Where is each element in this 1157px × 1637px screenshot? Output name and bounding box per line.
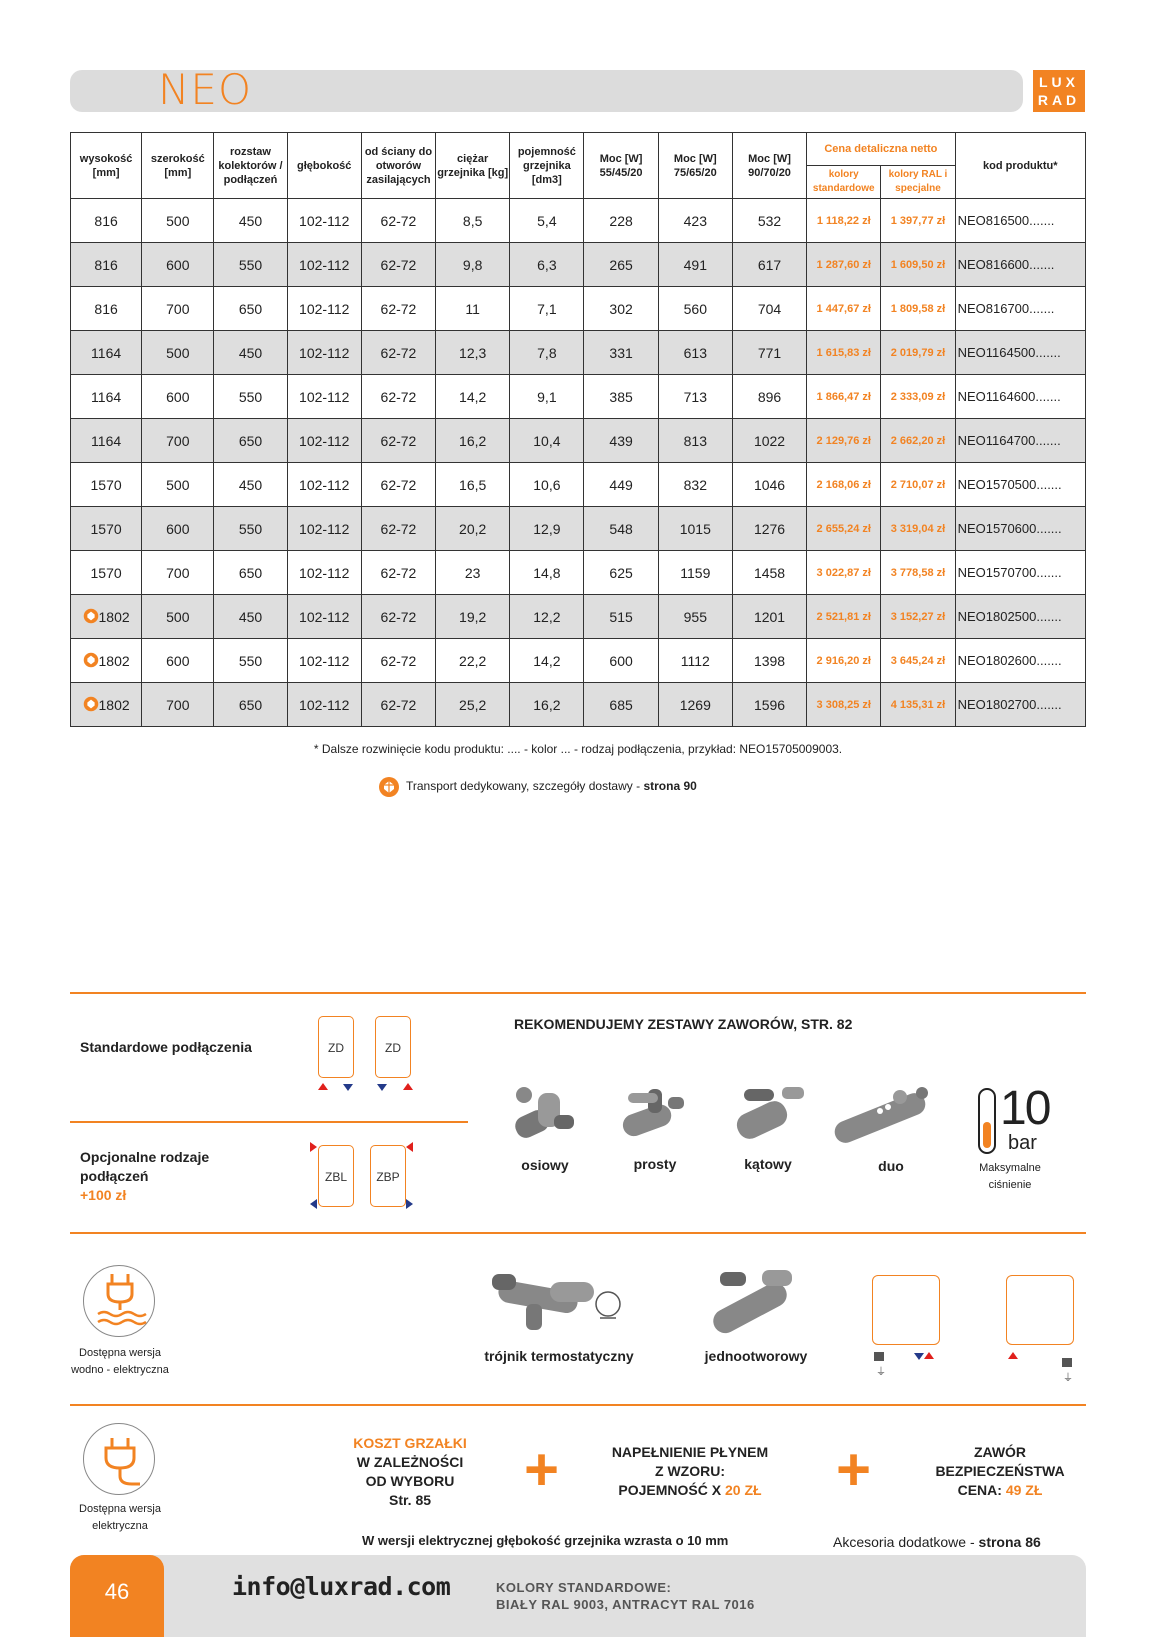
cell-c1: 1 447,67 zł bbox=[807, 287, 881, 331]
cell-d: 102-112 bbox=[287, 419, 361, 463]
table-row bbox=[71, 243, 1086, 287]
standard-connections-label: Standardowe podłączenia bbox=[80, 1039, 252, 1055]
cell-v: 14,2 bbox=[510, 639, 584, 683]
cell-f: 62-72 bbox=[361, 199, 435, 243]
cell-p2: 813 bbox=[658, 419, 732, 463]
supply-arrow-icon bbox=[310, 1142, 317, 1152]
cell-kg: 23 bbox=[436, 551, 510, 595]
table-row bbox=[71, 287, 1086, 331]
cell-v: 5,4 bbox=[510, 199, 584, 243]
col-power-1: Moc [W] 55/45/20 bbox=[584, 133, 658, 199]
valve-label-duo: duo bbox=[878, 1158, 904, 1174]
col-power-3: Moc [W] 90/70/20 bbox=[732, 133, 806, 199]
cell-p1: 625 bbox=[584, 551, 658, 595]
cell-p2: 1015 bbox=[658, 507, 732, 551]
cell-code: NEO1570600....... bbox=[955, 507, 1085, 551]
radiator-zd-1 bbox=[318, 1016, 354, 1078]
col-spacing: rozstaw kolektorów / podłączeń bbox=[214, 133, 287, 199]
heater-cost bbox=[340, 1434, 480, 1510]
cell-c1: 2 521,81 zł bbox=[807, 595, 881, 639]
table-row bbox=[71, 199, 1086, 243]
table-row bbox=[71, 463, 1086, 507]
cell-p3: 1596 bbox=[732, 683, 806, 727]
cell-code: NEO1164500....... bbox=[955, 331, 1085, 375]
supply-arrow-icon bbox=[318, 1083, 328, 1090]
electric-caption-1: Dostępna wersja bbox=[79, 1503, 161, 1515]
cell-p3: 1201 bbox=[732, 595, 806, 639]
cell-code: NEO816700....... bbox=[955, 287, 1085, 331]
radiator-zbp bbox=[370, 1145, 406, 1207]
fluid-fill-cost bbox=[590, 1443, 790, 1500]
divider bbox=[70, 1121, 468, 1123]
cell-v: 6,3 bbox=[510, 243, 584, 287]
optional-price: +100 zł bbox=[80, 1187, 127, 1203]
cell-c2: 1 609,50 zł bbox=[881, 243, 955, 287]
cell-c1: 3 308,25 zł bbox=[807, 683, 881, 727]
col-power-2: Moc [W] 75/65/20 bbox=[658, 133, 732, 199]
cell-w: 700 bbox=[142, 551, 214, 595]
cell-p3: 1046 bbox=[732, 463, 806, 507]
valve-line-1: ZAWÓR bbox=[973, 1444, 1027, 1460]
radiator-zd-2 bbox=[375, 1016, 411, 1078]
cell-c2: 2 710,07 zł bbox=[881, 463, 955, 507]
cell-code: NEO1164700....... bbox=[955, 419, 1085, 463]
cell-h: 816 bbox=[71, 199, 142, 243]
fill-price: 20 ZŁ bbox=[725, 1482, 762, 1498]
pressure-caption-1: Maksymalne bbox=[979, 1162, 1041, 1174]
cell-f: 62-72 bbox=[361, 551, 435, 595]
table-row bbox=[71, 507, 1086, 551]
cell-f: 62-72 bbox=[361, 683, 435, 727]
electric-caption-2: elektryczna bbox=[92, 1520, 148, 1532]
table-row bbox=[71, 375, 1086, 419]
cell-p3: 771 bbox=[732, 331, 806, 375]
cell-w: 500 bbox=[142, 595, 214, 639]
cell-p1: 331 bbox=[584, 331, 658, 375]
cell-kg: 25,2 bbox=[436, 683, 510, 727]
heater-cost-line-3: OD WYBORU bbox=[365, 1473, 455, 1489]
single-hole-label: jednootworowy bbox=[704, 1348, 808, 1364]
cell-c2: 3 152,27 zł bbox=[881, 595, 955, 639]
pressure-caption bbox=[966, 1160, 1054, 1194]
return-arrow-icon bbox=[914, 1353, 924, 1360]
cell-c2: 3 645,24 zł bbox=[881, 639, 955, 683]
cell-d: 102-112 bbox=[287, 551, 361, 595]
cell-p2: 1112 bbox=[658, 639, 732, 683]
cell-p1: 515 bbox=[584, 595, 658, 639]
cell-d: 102-112 bbox=[287, 507, 361, 551]
col-capacity: pojemność grzejnika [dm3] bbox=[510, 133, 584, 199]
transport-page[interactable]: strona 90 bbox=[643, 779, 697, 793]
heater-cost-line-2: W ZALEŻNOŚCI bbox=[356, 1454, 464, 1470]
cell-d: 102-112 bbox=[287, 595, 361, 639]
cell-d: 102-112 bbox=[287, 375, 361, 419]
plug-icon: ⏚ bbox=[1063, 1373, 1073, 1384]
cell-p2: 423 bbox=[658, 199, 732, 243]
cell-c2: 2 019,79 zł bbox=[881, 331, 955, 375]
zd-2-label: ZD bbox=[385, 1041, 401, 1055]
accessories-note bbox=[833, 1534, 1041, 1550]
col-price-ral: kolory RAL i specjalne bbox=[881, 166, 955, 199]
valve-line-3: CENA: bbox=[957, 1482, 1006, 1498]
cell-p1: 548 bbox=[584, 507, 658, 551]
table-body bbox=[71, 199, 1086, 727]
cell-p1: 600 bbox=[584, 639, 658, 683]
cell-s: 650 bbox=[214, 551, 287, 595]
cell-s: 450 bbox=[214, 331, 287, 375]
table-row bbox=[71, 419, 1086, 463]
thermostatic-tee-icon bbox=[490, 1270, 630, 1338]
pressure-caption-2: ciśnienie bbox=[988, 1179, 1032, 1191]
depth-note: W wersji elektrycznej głębokość grzejnika wzrasta o 10 mm bbox=[362, 1533, 729, 1548]
height-value: 1802 bbox=[98, 609, 130, 625]
transport-text: Transport dedykowany, szczegóły dostawy - bbox=[406, 779, 644, 793]
cell-h bbox=[71, 683, 142, 727]
cell-kg: 20,2 bbox=[436, 507, 510, 551]
cell-c2: 2 662,20 zł bbox=[881, 419, 955, 463]
accessories-text: Akcesoria dodatkowe - bbox=[833, 1534, 979, 1550]
cell-c1: 1 118,22 zł bbox=[807, 199, 881, 243]
cell-f: 62-72 bbox=[361, 507, 435, 551]
cell-c2: 1 397,77 zł bbox=[881, 199, 955, 243]
electric-caption bbox=[50, 1501, 190, 1535]
water-electric-icon-frame bbox=[83, 1265, 155, 1337]
return-arrow-icon bbox=[406, 1199, 413, 1209]
cell-w: 600 bbox=[142, 375, 214, 419]
electric-icon-frame bbox=[83, 1423, 155, 1495]
valve-label-straight: prosty bbox=[633, 1156, 677, 1172]
standard-colors bbox=[496, 1579, 755, 1613]
radiator-diagram-2 bbox=[1006, 1275, 1074, 1345]
page-number: 46 bbox=[70, 1555, 164, 1637]
angle-valve-icon bbox=[732, 1085, 807, 1143]
transport-icon bbox=[83, 696, 99, 712]
valve-price: 49 ZŁ bbox=[1005, 1482, 1043, 1498]
cell-code: NEO1802500....... bbox=[955, 595, 1085, 639]
cell-s: 650 bbox=[214, 683, 287, 727]
valve-line-2: BEZPIECZEŃSTWA bbox=[935, 1463, 1065, 1479]
cell-p3: 1022 bbox=[732, 419, 806, 463]
cell-code: NEO816500....... bbox=[955, 199, 1085, 243]
cell-s: 550 bbox=[214, 375, 287, 419]
cell-p1: 302 bbox=[584, 287, 658, 331]
cell-p1: 385 bbox=[584, 375, 658, 419]
cell-d: 102-112 bbox=[287, 683, 361, 727]
cell-s: 650 bbox=[214, 287, 287, 331]
transport-note bbox=[378, 775, 697, 797]
cell-code: NEO816600....... bbox=[955, 243, 1085, 287]
cell-v: 14,8 bbox=[510, 551, 584, 595]
logo-top: LUX bbox=[1039, 74, 1079, 90]
transport-icon bbox=[378, 776, 400, 798]
cell-s: 550 bbox=[214, 243, 287, 287]
col-width: szerokość [mm] bbox=[142, 133, 214, 199]
cell-kg: 14,2 bbox=[436, 375, 510, 419]
height-value: 1802 bbox=[98, 697, 130, 713]
col-height: wysokość [mm] bbox=[71, 133, 142, 199]
cell-s: 550 bbox=[214, 507, 287, 551]
cell-d: 102-112 bbox=[287, 199, 361, 243]
table-row bbox=[71, 551, 1086, 595]
cell-f: 62-72 bbox=[361, 595, 435, 639]
cell-p2: 560 bbox=[658, 287, 732, 331]
cell-kg: 16,2 bbox=[436, 419, 510, 463]
divider bbox=[70, 1404, 1086, 1406]
accessories-page[interactable]: strona 86 bbox=[978, 1534, 1041, 1550]
cell-h: 1164 bbox=[71, 331, 142, 375]
radiator-zbl bbox=[318, 1145, 354, 1207]
optional-label-line-2: podłączeń bbox=[80, 1168, 149, 1184]
cell-v: 10,6 bbox=[510, 463, 584, 507]
cell-w: 700 bbox=[142, 287, 214, 331]
supply-arrow-icon bbox=[403, 1083, 413, 1090]
cell-c1: 3 022,87 zł bbox=[807, 551, 881, 595]
cell-p3: 1398 bbox=[732, 639, 806, 683]
cell-f: 62-72 bbox=[361, 243, 435, 287]
fill-line-1: NAPEŁNIENIE PŁYNEM bbox=[611, 1444, 769, 1460]
cell-d: 102-112 bbox=[287, 243, 361, 287]
transport-icon bbox=[83, 652, 99, 668]
plug-water-icon bbox=[84, 1266, 156, 1338]
cell-p1: 228 bbox=[584, 199, 658, 243]
col-code: kod produktu* bbox=[955, 133, 1085, 199]
cell-h: 1570 bbox=[71, 463, 142, 507]
cell-h: 1164 bbox=[71, 375, 142, 419]
cell-p3: 896 bbox=[732, 375, 806, 419]
pressure-unit: bar bbox=[1008, 1132, 1037, 1154]
valve-label-angle: kątowy bbox=[744, 1156, 792, 1172]
zd-1-label: ZD bbox=[328, 1041, 344, 1055]
cell-p2: 713 bbox=[658, 375, 732, 419]
cell-c1: 2 129,76 zł bbox=[807, 419, 881, 463]
safety-valve-cost bbox=[910, 1443, 1090, 1500]
axial-valve-icon bbox=[510, 1085, 580, 1143]
pressure-gauge-icon bbox=[977, 1088, 997, 1154]
cell-f: 62-72 bbox=[361, 463, 435, 507]
duo-valve-icon bbox=[830, 1085, 935, 1145]
cell-h bbox=[71, 639, 142, 683]
cell-w: 600 bbox=[142, 243, 214, 287]
cell-p2: 832 bbox=[658, 463, 732, 507]
zbl-label: ZBL bbox=[324, 1170, 347, 1184]
table-row bbox=[71, 595, 1086, 639]
cell-p3: 532 bbox=[732, 199, 806, 243]
cell-c2: 3 319,04 zł bbox=[881, 507, 955, 551]
cell-c1: 1 615,83 zł bbox=[807, 331, 881, 375]
cell-f: 62-72 bbox=[361, 375, 435, 419]
optional-label-line-1: Opcjonalne rodzaje bbox=[80, 1149, 210, 1165]
contact-email[interactable]: info@luxrad.com bbox=[232, 1572, 451, 1601]
cell-s: 550 bbox=[214, 639, 287, 683]
col-price-std: kolory standardowe bbox=[807, 166, 881, 199]
cell-h bbox=[71, 595, 142, 639]
cell-c1: 2 655,24 zł bbox=[807, 507, 881, 551]
page-title: NEO bbox=[158, 65, 253, 114]
cell-v: 7,8 bbox=[510, 331, 584, 375]
divider bbox=[70, 992, 1086, 994]
cell-code: NEO1570700....... bbox=[955, 551, 1085, 595]
cell-code: NEO1802700....... bbox=[955, 683, 1085, 727]
height-value: 1802 bbox=[98, 653, 130, 669]
cell-c2: 2 333,09 zł bbox=[881, 375, 955, 419]
cell-w: 600 bbox=[142, 507, 214, 551]
cell-p2: 613 bbox=[658, 331, 732, 375]
cell-kg: 16,5 bbox=[436, 463, 510, 507]
cell-kg: 22,2 bbox=[436, 639, 510, 683]
luxrad-logo bbox=[1033, 70, 1085, 112]
supply-arrow-icon bbox=[406, 1142, 413, 1152]
cell-kg: 12,3 bbox=[436, 331, 510, 375]
cell-f: 62-72 bbox=[361, 287, 435, 331]
cell-p1: 449 bbox=[584, 463, 658, 507]
cell-f: 62-72 bbox=[361, 639, 435, 683]
cell-h: 1570 bbox=[71, 507, 142, 551]
valves-heading: REKOMENDUJEMY ZESTAWY ZAWORÓW, STR. 82 bbox=[514, 1016, 853, 1032]
heater-cost-line-4: Str. 85 bbox=[388, 1492, 432, 1508]
cell-kg: 19,2 bbox=[436, 595, 510, 639]
cell-d: 102-112 bbox=[287, 331, 361, 375]
cell-f: 62-72 bbox=[361, 419, 435, 463]
cell-v: 16,2 bbox=[510, 683, 584, 727]
colors-line-2: BIAŁY RAL 9003, ANTRACYT RAL 7016 bbox=[496, 1597, 755, 1612]
colors-line-1: KOLORY STANDARDOWE: bbox=[496, 1580, 672, 1595]
cell-c1: 2 168,06 zł bbox=[807, 463, 881, 507]
plug-icon: ⏚ bbox=[876, 1367, 886, 1378]
radiator-diagram-1 bbox=[872, 1275, 940, 1345]
cell-p3: 1458 bbox=[732, 551, 806, 595]
cell-h: 1570 bbox=[71, 551, 142, 595]
cell-code: NEO1164600....... bbox=[955, 375, 1085, 419]
cell-d: 102-112 bbox=[287, 639, 361, 683]
cell-h: 816 bbox=[71, 243, 142, 287]
cell-p3: 1276 bbox=[732, 507, 806, 551]
cell-p2: 955 bbox=[658, 595, 732, 639]
cell-p2: 1159 bbox=[658, 551, 732, 595]
table-row bbox=[71, 331, 1086, 375]
cell-v: 10,4 bbox=[510, 419, 584, 463]
water-electric-caption-1: Dostępna wersja bbox=[79, 1347, 161, 1359]
cell-code: NEO1802600....... bbox=[955, 639, 1085, 683]
cell-p3: 704 bbox=[732, 287, 806, 331]
cell-v: 9,1 bbox=[510, 375, 584, 419]
plug-icon bbox=[84, 1424, 156, 1496]
supply-arrow-icon bbox=[1008, 1352, 1018, 1359]
col-depth: głębokość bbox=[287, 133, 361, 199]
water-electric-caption bbox=[50, 1345, 190, 1379]
cell-d: 102-112 bbox=[287, 287, 361, 331]
cell-kg: 11 bbox=[436, 287, 510, 331]
supply-arrow-icon bbox=[924, 1352, 934, 1359]
cell-c1: 2 916,20 zł bbox=[807, 639, 881, 683]
plus-icon: + bbox=[524, 1436, 560, 1503]
cell-w: 500 bbox=[142, 199, 214, 243]
cell-p1: 439 bbox=[584, 419, 658, 463]
pressure-value: 10 bbox=[1000, 1082, 1050, 1135]
cell-p2: 491 bbox=[658, 243, 732, 287]
cell-c1: 1 287,60 zł bbox=[807, 243, 881, 287]
cell-c2: 1 809,58 zł bbox=[881, 287, 955, 331]
cell-kg: 8,5 bbox=[436, 199, 510, 243]
plus-icon: + bbox=[836, 1436, 872, 1503]
fill-line-2: Z WZORU: bbox=[655, 1463, 725, 1479]
optional-connections-label bbox=[80, 1148, 209, 1205]
valve-label-axial: osiowy bbox=[521, 1157, 569, 1173]
table-row bbox=[71, 683, 1086, 727]
return-arrow-icon bbox=[377, 1084, 387, 1091]
single-hole-valve-icon bbox=[708, 1268, 808, 1338]
fill-line-3: POJEMNOŚĆ X bbox=[618, 1482, 725, 1498]
table-row bbox=[71, 639, 1086, 683]
cell-v: 7,1 bbox=[510, 287, 584, 331]
water-electric-caption-2: wodno - elektryczna bbox=[71, 1364, 169, 1376]
cell-h: 1164 bbox=[71, 419, 142, 463]
product-table bbox=[70, 132, 1086, 727]
return-arrow-icon bbox=[310, 1199, 317, 1209]
cell-v: 12,9 bbox=[510, 507, 584, 551]
heater-cost-line-1: KOSZT GRZAŁKI bbox=[353, 1435, 467, 1451]
cell-code: NEO1570500....... bbox=[955, 463, 1085, 507]
cell-d: 102-112 bbox=[287, 463, 361, 507]
cell-p3: 617 bbox=[732, 243, 806, 287]
cell-c2: 4 135,31 zł bbox=[881, 683, 955, 727]
cell-c2: 3 778,58 zł bbox=[881, 551, 955, 595]
cell-v: 12,2 bbox=[510, 595, 584, 639]
cell-p2: 1269 bbox=[658, 683, 732, 727]
cell-p1: 265 bbox=[584, 243, 658, 287]
logo-bottom: RAD bbox=[1037, 92, 1081, 108]
tee-label: trójnik termostatyczny bbox=[484, 1348, 634, 1364]
cell-kg: 9,8 bbox=[436, 243, 510, 287]
cell-w: 500 bbox=[142, 463, 214, 507]
cell-f: 62-72 bbox=[361, 331, 435, 375]
col-weight: ciężar grzejnika [kg] bbox=[436, 133, 510, 199]
divider bbox=[70, 1232, 1086, 1234]
straight-valve-icon bbox=[618, 1085, 688, 1143]
col-from-wall: od ściany do otworów zasilających bbox=[361, 133, 435, 199]
transport-icon bbox=[83, 608, 99, 624]
cell-s: 450 bbox=[214, 199, 287, 243]
cell-w: 700 bbox=[142, 683, 214, 727]
cell-p1: 685 bbox=[584, 683, 658, 727]
zbp-label: ZBP bbox=[376, 1170, 400, 1184]
return-arrow-icon bbox=[343, 1084, 353, 1091]
cell-h: 816 bbox=[71, 287, 142, 331]
cell-s: 650 bbox=[214, 419, 287, 463]
cell-w: 600 bbox=[142, 639, 214, 683]
cell-w: 700 bbox=[142, 419, 214, 463]
heater-plug-icon bbox=[874, 1352, 884, 1361]
cell-s: 450 bbox=[214, 595, 287, 639]
footnote: * Dalsze rozwinięcie kodu produktu: .... - kolor ... - rodzaj podłączenia, przykład: NEO15705009003. bbox=[313, 742, 843, 756]
heater-plug-icon bbox=[1062, 1358, 1072, 1367]
col-price-group: Cena detaliczna netto bbox=[807, 133, 955, 166]
cell-c1: 1 866,47 zł bbox=[807, 375, 881, 419]
cell-w: 500 bbox=[142, 331, 214, 375]
cell-s: 450 bbox=[214, 463, 287, 507]
